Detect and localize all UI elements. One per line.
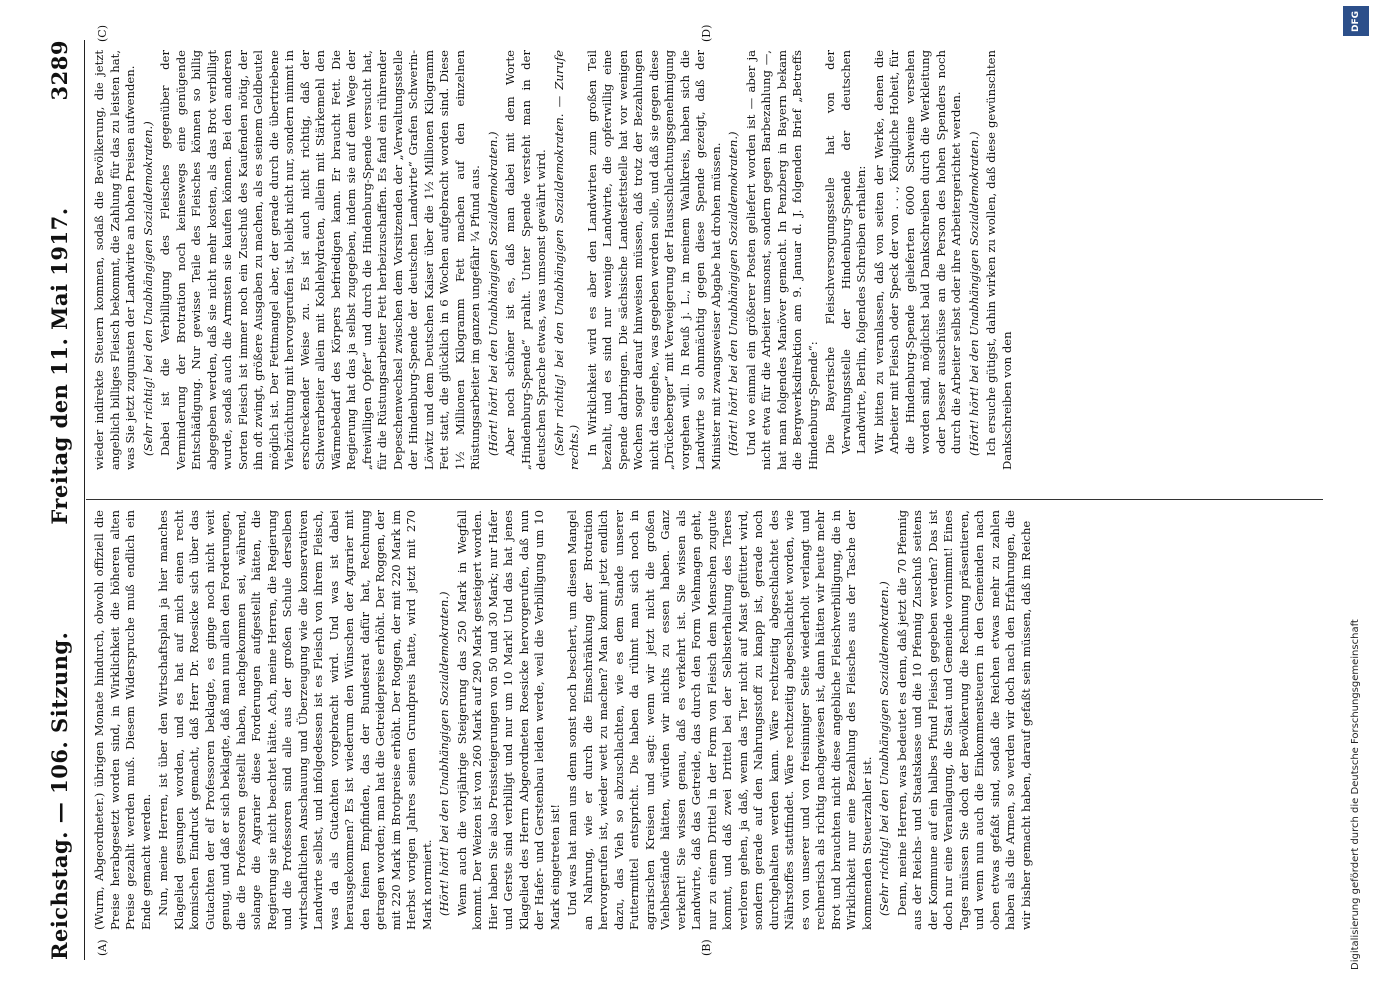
paragraph: Aber noch schöner ist es, daß man dabei mit dem Worte „Hindenburg-Spende“ prahlt. Unter Spende versteht man in der deutschen Sprache etwas, was umsonst gewährt wird. [503, 50, 548, 470]
dfg-logo: DFG [1343, 6, 1369, 36]
paragraph: Und wo einmal ein größerer Posten geliefert worden ist — aber ja nicht etwa für die Arbeiter umsonst, sondern gegen Barbezahlung —, hat man folgendes Manöver gemacht. In Penzberg in Bayern bekam die Bergwerksdirektion am 9. Januar d. J. folgenden Brief „Betreffs Hindenburg-Spende“: [743, 50, 820, 470]
paragraph: wieder indirekte Steuern kommen, sodaß die Bevölkerung, die jetzt angeblich billiges Fleisch bekommt, die Zahlung für das zu leisten hat, was Sie jetzt zugunsten der Landwirte an hohen Preisen aufwenden. [92, 50, 137, 470]
paragraph: Denn, meine Herren, was bedeutet es denn, daß jetzt die 70 Pfennig aus der Reichs- und Staatskasse und die 10 Pfennig Zuschuß seitens der Kommune auf ein halbes Pfund Fleisch gegeben werden? Das ist doch nur eine Veranlagung, die Staat und Gemeinde vornimmt! Eines Tages müssen Sie doch der Bevölkerung die Rechnung präsentieren, und wenn nun auch die Einkommensteuern in den Gemeinden nach oben etwas gefaßt sind, sodaß die Reichen etwas mehr zu zahlen haben als die Armen, so werden wir doch nach den Erfahrungen, die wir bisher gemacht haben, darauf gefaßt sein müssen, daß im Reiche [894, 510, 1033, 930]
left-text-column [92, 510, 1323, 930]
paragraph: Dabei ist die Verbilligung des Fleisches gegenüber der Verminderung der Brotration noch keineswegs eine genügende Entschädigung. Nur gewisse Teile des Fleisches können so billig abgegeben werden, daß sie nicht mehr kosten, als das Brot verbilligt wurde, sodaß auch die Armsten sie kaufen können. Bei den anderen Sorten Fleisch ist immer noch ein Zuschuß des Kaufenden nötig, der ihn oft zwingt, größere Ausgaben zu machen, als es seinem Geldbeutel möglich ist. Der Fettmangel aber, der gerade durch die übertriebene Viehzüchtung mit hervorgerufen ist, bleibt nicht nur, sondern nimmt in erschreckender Weise zu. Es ist auch nicht richtig, daß der Schwerarbeiter allein mit Kohlehydraten, allein mit Stärkemehl den Wärmebedarf des Körpers befriedigen kann. Er braucht Fett. Die Regierung hat das ja selbst zugegeben, indem sie auf dem Wege der „freiwilligen Opfer“ und durch die Hindenburg-Spende versucht hat, für die Rüstungsarbeiter Fett herbeizuschaffen. Es fand ein rührender Depeschenwechsel zwischen dem Vorsitzenden der „Verwaltungsstelle der Hindenburg-Spende der deutschen Landwirte“ Grafen Schwerin-Löwitz und dem Deutschen Kaiser über die 1½ Millionen Kilogramm Fett statt, die glücklich in 6 Wochen aufgebracht worden sind. Diese 1½ Millionen Kilogramm Fett machen auf den einzelnen Rüstungsarbeiter im ganzen ungefähr ¼ Pfund aus. [158, 50, 482, 470]
paragraph: Die Bayerische Fleischversorgungsstelle hat von der Verwaltungsstelle der Hindenburg-Spende der deutschen Landwirte, Berlin, folgendes Schreiben erhalten: [823, 50, 868, 454]
page-header [38, 40, 80, 960]
interjection: (Hört! hört! bei den Unabhängigen Sozialdemokraten.) [437, 591, 451, 916]
paragraph: Wenn auch die vorjährige Steigerung das 250 Mark in Wegfall kommt. Der Weizen ist von 260 Mark auf 290 Mark gesteigert worden. Hier haben Sie also Preissteigerungen von 50 und 30 Mark; nur Hafer und Gerste sind verbilligt und nur um 10 Mark! Und das hat jenes Klagelied des Herrn Abgeordneten Roesicke hervorgerufen, daß nun der Hafer- und Gerstenbau leiden werde, weil die Verbilligung um 10 Mark eingetreten ist! [454, 510, 562, 930]
header-session: Reichstag. — 106. Sitzung. [46, 631, 72, 960]
marker-b: (B) [700, 939, 713, 956]
paragraph: Wir bitten zu veranlassen, daß von seiten der Werke, denen die Arbeiter mit Fleisch oder Speck der von . . ., Königliche Hoheit, für die Hindenburg-Spende gelieferten 6000 Schweine versehen worden sind, möglichst bald Dankschreiben durch die Werkleitung oder besser ausschüsse an die Person des hohen Spenders noch durch die Arbeiter selbst oder ihre Arbeitergerichtet werden. [871, 50, 963, 454]
paragraph: Nun, meine Herren, ist über den Wirtschaftsplan ja hier manches Klagelied gesungen worden, und es hat auf mich einen recht komischen Eindruck gemacht, daß Herr Dr. Roesicke sich über das Gutachten der elf Professoren beklagte, es ginge noch nicht weit genug, und daß er sich beklagte, daß man nun allen den Forderungen, die die Professoren gestellt haben, nachgekommen sei, während, solange die Agrarier diese Forderungen aufgestellt hätten, die Regierung sie nicht beachtet hätte. Ach, meine Herren, die Regierung und die Professoren sind alle aus der großen Schule derselben wirtschaftlichen Anschauung und Überzeugung wie die konservativen Landwirte selbst, und infolgedessen ist es Fleisch von ihrem Fleisch, was da als Gutachten vorgebracht wird. Und was ist dabei herausgekommen? Es ist wiederum den Wünschen der Agrarier mit den feinen Empfinden, das der Bundesrat dafür hat, Rechnung getragen worden; man hat die Getreidepreise erhöht. Der Roggen, der mit 220 Mark im Brotpreise erhöht. Der Roggen, der mit 220 Mark im Herbst vorigen Jahres seinen Grundpreis hatte, wird jetzt mit 270 Mark normiert. [156, 510, 434, 930]
interjection: (Hört! hört! bei den Unabhängigen Sozialdemokraten.) [966, 131, 981, 456]
digitization-credit: Digitalisierung gefördert durch die Deutsche Forschungsgemeinschaft [1350, 619, 1361, 970]
interjection: (Sehr richtig! bei den Unabhängigen Sozialdemokraten. — Zurufe rechts.) [551, 50, 581, 470]
marker-a: (A) [96, 939, 109, 956]
interjection: (Hört! hört! bei den Unabhängigen Sozialdemokraten.) [726, 131, 740, 456]
interjection: (Sehr richtig! bei den Unabhängigen Sozialdemokraten.) [140, 121, 155, 456]
marker-d: (D) [700, 24, 713, 42]
paragraph: In Wirklichkeit wird es aber den Landwirten zum großen Teil bezahlt, und es sind nur wenige Landwirte, die opferwillig eine Spende darbringen. Die sächsische Landesfettstelle hat vor wenigen Wochen sogar darauf hinweisen müssen, daß trotz der Bezahlungen nicht das eingehe, was gegeben werden solle, und daß sie gegen diese „Drückeberger“ mit Verweigerung der Hausschlachtungsgenehmigung vorgehen will. In Reuß j. L., in meinem Wahlkreis, haben sich die Landwirte so ohnmächtig gegen diese Spende gezeigt, daß der Minister mit zwangsweiser Abgabe hat drohen müssen. [584, 50, 723, 470]
column-divider [86, 499, 1323, 500]
header-page-number: 3289 [46, 40, 72, 101]
right-text-column [92, 50, 1323, 470]
interjection: (Hört! hört! bei den Unabhängigen Sozialdemokraten.) [485, 131, 500, 456]
marker-c: (C) [96, 25, 109, 42]
paragraph: (Wurm, Abgeordneter.) übrigen Monate hindurch, obwohl offiziell die Preise herabgesetzt worden sind, in Wirklichkeit die höheren alten Preise gezahlt werden muß. Diesem Widerspruche muß endlich ein Ende gemacht werden. [92, 510, 153, 930]
header-rule [84, 40, 85, 960]
interjection: (Sehr richtig! bei den Unabhängigen Sozialdemokraten.) [877, 581, 891, 916]
paragraph: Und was hat man uns denn sonst noch beschert, um diesen Mangel an Nahrung, wie er durch die Einschränkung der Brotration hervorgerufen ist, wieder wett zu machen? Man kommt jetzt endlich dazu, das Vieh so abzuschlachten, wie es dem Stande unserer Futtermittel entspricht. Die haben da rühmt man sich noch in agrarischen Kreisen und sagt: wenn wir jetzt nicht die großen Viehbestände hätten, würden wir nichts zu essen haben. Ganz verkehrt! Sie wissen genau, daß es verkehrt ist. Sie wissen als Landwirte, daß das Getreide, das durch den Form Viehmagen geht, nur zu einem Drittel in der Form von Fleisch dem Menschen zugute kommt, und daß zwei Drittel bei der Selbsterhaltung des Tieres verloren gehen, ja daß, wenn das Tier nicht auf Mast gefüttert wird, sondern gerade auf den Nahrungsstoff zu knapp ist, gerade noch durchgehalten werden kann. Wäre rechtzeitig abgeschlachtet des Nährstoffes stattfindet. Wäre rechtzeitig abgeschlachtet worden, wie es von unserer und von freisinniger Seite wiederholt verlangt und rechnerisch als richtig nachgewiesen ist, dann hätten wir heute mehr Brot und brauchten nicht diese angebliche Fleischverbilligung, die in Wirklichkeit nur eine Bezahlung des Fleisches aus der Tasche der kommenden Steuerzahler ist. [565, 510, 874, 930]
header-date: Freitag den 11. Mai 1917. [46, 207, 72, 525]
paragraph: Ich ersuche gütigst, dahin wirken zu wollen, daß diese gewünschten Dankschreiben von den [984, 50, 1014, 470]
